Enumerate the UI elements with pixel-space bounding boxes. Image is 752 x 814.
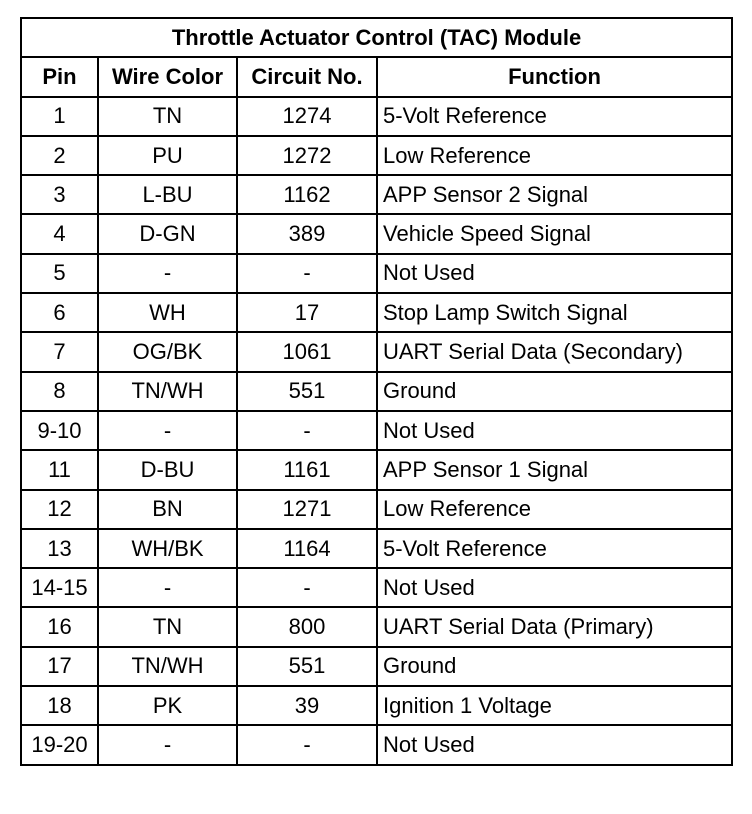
wire-color-cell: TN [98, 607, 237, 646]
table-row [21, 450, 732, 489]
table-row [21, 647, 732, 686]
wire-color-cell: PU [98, 136, 237, 175]
wire-color-cell: - [98, 725, 237, 764]
function-cell: 5-Volt Reference [377, 529, 732, 568]
circuit-no-cell: - [237, 568, 377, 607]
function-cell: Ground [377, 647, 732, 686]
wire-color-cell: D-BU [98, 450, 237, 489]
pin-cell: 17 [21, 647, 98, 686]
pin-cell: 16 [21, 607, 98, 646]
pin-cell: 11 [21, 450, 98, 489]
wire-color-cell: TN/WH [98, 647, 237, 686]
pin-cell: 14-15 [21, 568, 98, 607]
circuit-no-cell: - [237, 411, 377, 450]
table-row [21, 725, 732, 764]
pin-cell: 6 [21, 293, 98, 332]
table-row [21, 568, 732, 607]
wire-color-cell: L-BU [98, 175, 237, 214]
circuit-no-cell: 39 [237, 686, 377, 725]
function-cell: Stop Lamp Switch Signal [377, 293, 732, 332]
table-title: Throttle Actuator Control (TAC) Module [21, 18, 732, 57]
pin-cell: 1 [21, 97, 98, 136]
circuit-no-cell: 1061 [237, 332, 377, 371]
pin-cell: 18 [21, 686, 98, 725]
wire-color-cell: WH [98, 293, 237, 332]
table-row [21, 411, 732, 450]
table-row [21, 490, 732, 529]
function-cell: 5-Volt Reference [377, 97, 732, 136]
pin-cell: 13 [21, 529, 98, 568]
function-cell: Ignition 1 Voltage [377, 686, 732, 725]
pin-cell: 9-10 [21, 411, 98, 450]
header-pin: Pin [21, 57, 98, 96]
table-row [21, 293, 732, 332]
table-row [21, 372, 732, 411]
function-cell: Ground [377, 372, 732, 411]
pin-cell: 12 [21, 490, 98, 529]
table-row [21, 332, 732, 371]
pin-cell: 3 [21, 175, 98, 214]
function-cell: Not Used [377, 254, 732, 293]
pin-cell: 5 [21, 254, 98, 293]
function-cell: Not Used [377, 411, 732, 450]
circuit-no-cell: 551 [237, 372, 377, 411]
circuit-no-cell: 1271 [237, 490, 377, 529]
wire-color-cell: WH/BK [98, 529, 237, 568]
table-row [21, 529, 732, 568]
circuit-no-cell: 1162 [237, 175, 377, 214]
wire-color-cell: - [98, 568, 237, 607]
table-header-row [21, 57, 732, 96]
wire-color-cell: TN [98, 97, 237, 136]
table-row [21, 136, 732, 175]
circuit-no-cell: 17 [237, 293, 377, 332]
table-row [21, 214, 732, 253]
connector-pinout-table [20, 17, 733, 766]
document-page [20, 17, 733, 766]
function-cell: UART Serial Data (Primary) [377, 607, 732, 646]
function-cell: Not Used [377, 725, 732, 764]
pin-cell: 19-20 [21, 725, 98, 764]
function-cell: Vehicle Speed Signal [377, 214, 732, 253]
pin-cell: 8 [21, 372, 98, 411]
circuit-no-cell: 1161 [237, 450, 377, 489]
function-cell: UART Serial Data (Secondary) [377, 332, 732, 371]
pin-cell: 2 [21, 136, 98, 175]
wire-color-cell: PK [98, 686, 237, 725]
function-cell: Not Used [377, 568, 732, 607]
table-row [21, 97, 732, 136]
table-body [21, 97, 732, 765]
table-row [21, 254, 732, 293]
table-row [21, 686, 732, 725]
wire-color-cell: OG/BK [98, 332, 237, 371]
table-title-row [21, 18, 732, 57]
function-cell: APP Sensor 2 Signal [377, 175, 732, 214]
wire-color-cell: - [98, 411, 237, 450]
pin-cell: 7 [21, 332, 98, 371]
header-circuit-no: Circuit No. [237, 57, 377, 96]
wire-color-cell: TN/WH [98, 372, 237, 411]
circuit-no-cell: 389 [237, 214, 377, 253]
wire-color-cell: BN [98, 490, 237, 529]
table-row [21, 607, 732, 646]
wire-color-cell: D-GN [98, 214, 237, 253]
header-wire-color: Wire Color [98, 57, 237, 96]
circuit-no-cell: 1274 [237, 97, 377, 136]
pin-cell: 4 [21, 214, 98, 253]
circuit-no-cell: 551 [237, 647, 377, 686]
circuit-no-cell: 1164 [237, 529, 377, 568]
header-function: Function [377, 57, 732, 96]
table-row [21, 175, 732, 214]
function-cell: Low Reference [377, 136, 732, 175]
wire-color-cell: - [98, 254, 237, 293]
circuit-no-cell: - [237, 725, 377, 764]
circuit-no-cell: 800 [237, 607, 377, 646]
circuit-no-cell: - [237, 254, 377, 293]
function-cell: APP Sensor 1 Signal [377, 450, 732, 489]
function-cell: Low Reference [377, 490, 732, 529]
circuit-no-cell: 1272 [237, 136, 377, 175]
